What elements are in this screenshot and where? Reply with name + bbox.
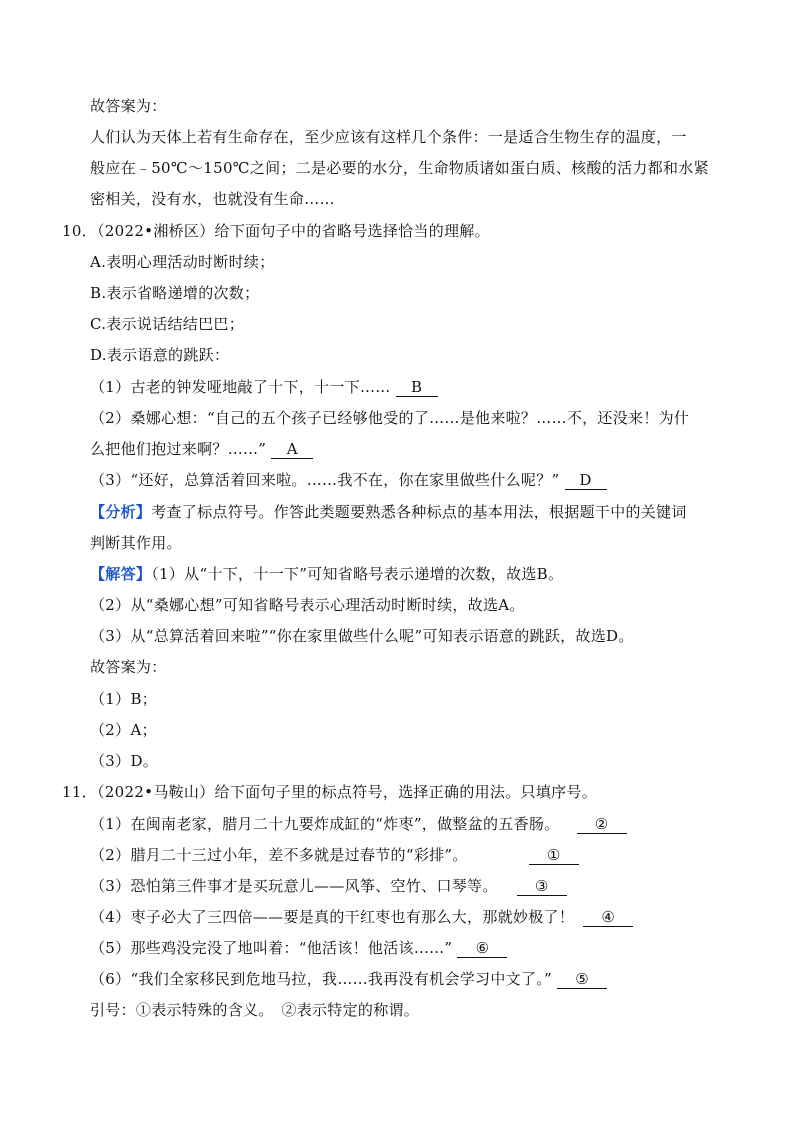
solution-tag: 【解答】: [90, 565, 152, 583]
q10-answer-3: （3）D。: [90, 752, 159, 770]
q10-item-2-text: 么把他们抱过来啊？……”: [90, 440, 267, 458]
q11-item-4-answer: ④: [583, 908, 633, 927]
q11-item-4: [90, 907, 633, 927]
q11-item-2-text: （2）腊月二十三过小年，差不多就是过春节的“彩排”。: [90, 846, 468, 864]
q10-option-b: B.表示省略递增的次数；: [90, 284, 260, 302]
q11-item-3: [90, 876, 567, 896]
q10-heading: [62, 221, 490, 241]
q11-item-6-text: （6）“我们全家移民到危地马拉，我……我再没有机会学习中文了。”: [90, 970, 552, 988]
q10-answer-1: （1）B；: [90, 690, 158, 708]
q11-item-2: [90, 845, 579, 865]
q10-item-2-line-2: [90, 439, 313, 459]
q11-item-5-answer: ⑥: [457, 939, 507, 958]
q11-legend: 引号：①表示特殊的含义。 ②表示特定的称谓。: [90, 1001, 420, 1019]
solution-text-1: （1）从“十下，十一下”可知省略号表示递增的次数，故选B。: [151, 565, 564, 583]
analysis-text: 考查了标点符号。作答此类题要熟悉各种标点的基本用法，根据题干中的关键词: [151, 503, 687, 521]
q10-solution-line-1: [90, 564, 563, 584]
q11-item-4-text: （4）枣子必大了三四倍——要是真的干红枣也有那么大，那就妙极了！: [90, 908, 575, 926]
q10-option-a: A.表明心理活动时断时续；: [90, 253, 275, 271]
q10-item-1-answer: B: [396, 378, 438, 397]
q11-item-1: [90, 814, 627, 834]
q11-number: 11．: [62, 783, 97, 801]
q10-solution-line-2: （2）从“桑娜心想”可知省略号表示心理活动时断时续，故选A。: [90, 596, 525, 614]
q11-item-5: [90, 938, 507, 958]
q11-item-2-answer: ①: [529, 846, 579, 865]
q10-item-2-line-1: （2）桑娜心想：“自己的五个孩子已经够他受的了……是他来啦？……不，还没来！为什: [90, 409, 690, 427]
q10-item-3-text: （3）“还好，总算活着回来啦。……我不在，你在家里做些什么呢？”: [90, 471, 560, 489]
q10-item-1-text: （1）古老的钟发哑地敲了十下，十一下……: [90, 378, 391, 396]
answer-label: 故答案为：: [90, 97, 167, 115]
q10-number: 10．: [62, 222, 97, 240]
q10-option-d: D.表示语意的跳跃：: [90, 346, 230, 364]
q10-item-3-answer: D: [565, 471, 607, 490]
q10-item-3: [90, 470, 607, 490]
q10-analysis-line-2: 判断其作用。: [90, 534, 182, 552]
q11-stem: （2022•马鞍山）给下面句子里的标点符号，选择正确的用法。只填序号。: [97, 783, 598, 801]
answer-text-line-2: 般应在﹣50℃～150℃之间；二是必要的水分，生命物质诸如蛋白质、核酸的活力都和水紧: [90, 159, 709, 177]
q11-item-6-answer: ⑤: [557, 970, 607, 989]
q11-heading: [62, 782, 597, 802]
analysis-tag: 【分析】: [90, 503, 152, 521]
answer-text-line-1: 人们认为天体上若有生命存在，至少应该有这样几个条件：一是适合生物生存的温度，一: [90, 128, 687, 146]
q10-stem: （2022•湘桥区）给下面句子中的省略号选择恰当的理解。: [97, 222, 490, 240]
q10-item-1: [90, 377, 438, 397]
q11-item-5-text: （5）那些鸡没完没了地叫着：“他活该！他活该……”: [90, 939, 453, 957]
q10-answer-label: 故答案为：: [90, 658, 167, 676]
q11-item-1-text: （1）在闽南老家，腊月二十九要炸成缸的“炸枣”，做整盆的五香肠。: [90, 815, 560, 833]
q10-item-2-answer: A: [271, 440, 313, 459]
q11-item-1-answer: ②: [577, 815, 627, 834]
q11-item-6: [90, 969, 607, 989]
q11-item-3-text: （3）恐怕第三件事才是买玩意儿——风筝、空竹、口琴等。: [90, 877, 498, 895]
q10-solution-line-3: （3）从“总算活着回来啦”“你在家里做些什么呢”可知表示语意的跳跃，故选D。: [90, 627, 634, 645]
q11-item-3-answer: ③: [517, 877, 567, 896]
answer-text-line-3: 密相关，没有水，也就没有生命……: [90, 190, 335, 208]
q10-analysis-line-1: [90, 502, 687, 522]
q10-answer-2: （2）A；: [90, 721, 157, 739]
q10-option-c: C.表示说话结结巴巴；: [90, 315, 245, 333]
